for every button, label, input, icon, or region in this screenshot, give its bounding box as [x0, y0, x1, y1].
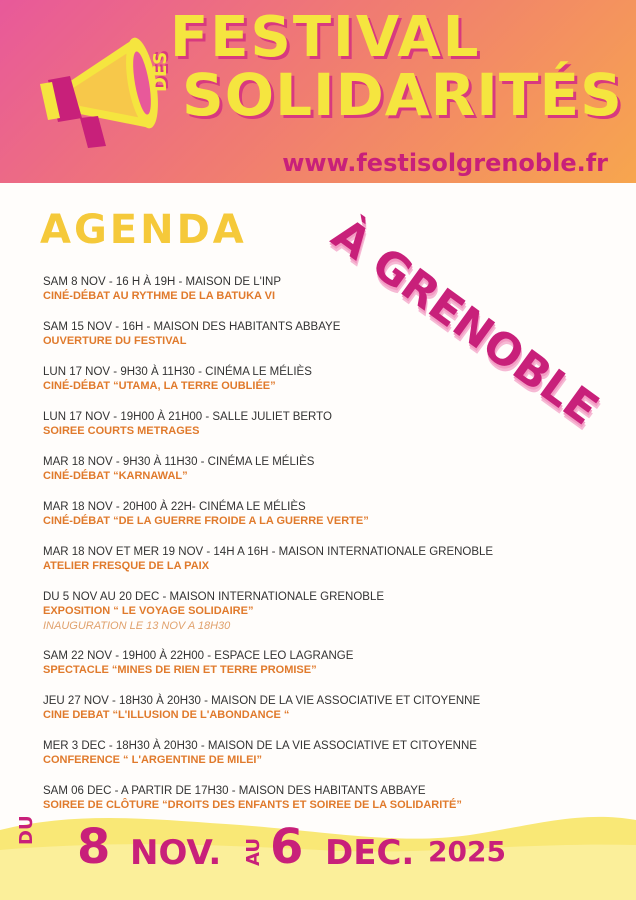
event-item [43, 455, 603, 500]
dates-du: DU [16, 815, 37, 845]
event-title: SOIREE DE CLÔTURE “DROITS DES ENFANTS ET SOIREE DE LA SOLIDARITÉ” [43, 799, 462, 811]
end-month: DEC. [325, 833, 415, 873]
event-item [43, 365, 603, 410]
start-month: NOV. [130, 833, 222, 873]
event-item [43, 590, 603, 649]
event-item [43, 410, 603, 455]
event-list [43, 275, 603, 829]
event-date-venue: SAM 15 NOV - 16H - MAISON DES HABITANTS ABBAYE [43, 321, 341, 333]
event-item [43, 275, 603, 320]
event-item [43, 500, 603, 545]
event-date-venue: MER 3 DEC - 18H30 À 20H30 - MAISON DE LA VIE ASSOCIATIVE ET CITOYENNE [43, 740, 477, 752]
event-title: SPECTACLE “MINES DE RIEN ET TERRE PROMISE” [43, 664, 317, 676]
event-item [43, 320, 603, 365]
festival-title-line1: FESTIVAL [170, 5, 481, 70]
event-note: INAUGURATION LE 13 NOV A 18H30 [43, 620, 231, 632]
event-title: ATELIER FRESQUE DE LA PAIX [43, 560, 210, 572]
event-date-venue: MAR 18 NOV ET MER 19 NOV - 14H A 16H - MAISON INTERNATIONALE GRENOBLE [43, 546, 494, 558]
website-link[interactable]: www.festisolgrenoble.fr [282, 149, 608, 177]
event-item [43, 545, 603, 590]
event-title: CINÉ-DÉBAT AU RYTHME DE LA BATUKA VI [43, 290, 276, 302]
event-date-venue: LUN 17 NOV - 9H30 À 11H30 - CINÉMA LE MÉLIÈS [43, 366, 312, 378]
event-title: CINE DEBAT “L'ILLUSION DE L'ABONDANCE “ [43, 709, 290, 721]
festival-title-des: DES [150, 51, 171, 92]
event-date-venue: JEU 27 NOV - 18H30 À 20H30 - MAISON DE LA VIE ASSOCIATIVE ET CITOYENNE [43, 695, 481, 707]
year: 2025 [428, 835, 506, 868]
city-stamp: À GRENOBLE [322, 208, 608, 436]
event-date-venue: DU 5 NOV AU 20 DEC - MAISON INTERNATIONALE GRENOBLE [43, 591, 385, 603]
event-title: SOIREE COURTS METRAGES [43, 425, 200, 437]
event-date-venue: SAM 8 NOV - 16 H À 19H - MAISON DE L'INP [43, 276, 282, 288]
dates-au: AU [243, 838, 264, 866]
event-title: EXPOSITION “ LE VOYAGE SOLIDAIRE” [43, 605, 254, 617]
event-title: CINÉ-DÉBAT “DE LA GUERRE FROIDE A LA GUERRE VERTE” [43, 515, 369, 527]
event-title: CINÉ-DÉBAT “UTAMA, LA TERRE OUBLIÉE” [43, 380, 276, 392]
festival-title-line2: SOLIDARITÉS [182, 61, 623, 129]
event-date-venue: LUN 17 NOV - 19H00 À 21H00 - SALLE JULIET BERTO [43, 411, 332, 423]
event-item [43, 649, 603, 694]
event-date-venue: SAM 22 NOV - 19H00 À 22H00 - ESPACE LEO LAGRANGE [43, 650, 354, 662]
start-day: 8 [77, 819, 111, 875]
event-date-venue: MAR 18 NOV - 20H00 À 22H- CINÉMA LE MÉLIÈS [43, 501, 306, 513]
event-date-venue: SAM 06 DEC - A PARTIR DE 17H30 - MAISON DES HABITANTS ABBAYE [43, 785, 426, 797]
end-day: 6 [270, 819, 304, 875]
event-date-venue: MAR 18 NOV - 9H30 À 11H30 - CINÉMA LE MÉLIÈS [43, 456, 315, 468]
event-item [43, 739, 603, 784]
agenda-heading: AGENDA [40, 207, 247, 253]
event-title: CONFERENCE “ L'ARGENTINE DE MILEI” [43, 754, 262, 766]
event-title: CINÉ-DÉBAT “KARNAWAL” [43, 470, 188, 482]
header-banner [0, 0, 636, 183]
event-item [43, 694, 603, 739]
event-title: OUVERTURE DU FESTIVAL [43, 335, 187, 347]
